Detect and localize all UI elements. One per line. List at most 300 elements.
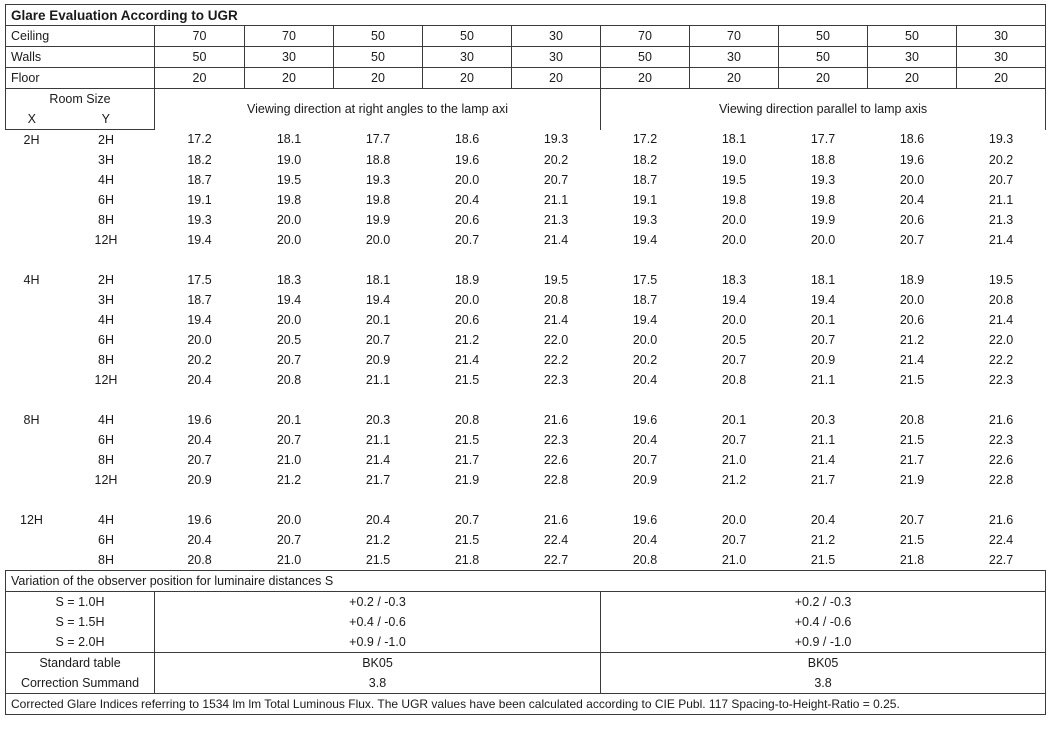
row-y-label: 3H <box>98 152 114 167</box>
ugr-value: 17.7 <box>810 132 836 147</box>
ugr-value: 21.0 <box>721 552 747 567</box>
spacer-cell <box>957 250 1046 270</box>
ugr-value: 22.3 <box>988 372 1014 387</box>
table-row <box>6 130 1046 151</box>
spacer-cell <box>334 390 423 410</box>
direction-header-perpendicular: Viewing direction at right angles to the lamp axi <box>155 89 601 130</box>
row-y-label: 6H <box>98 332 114 347</box>
ugr-value: 18.8 <box>810 152 836 167</box>
ugr-value: 19.6 <box>899 152 925 167</box>
spacer-cell <box>690 490 779 510</box>
ugr-value: 21.5 <box>810 552 836 567</box>
row-y-label: 4H <box>98 312 114 327</box>
ugr-value: 20.4 <box>187 532 212 547</box>
row-y-label: 6H <box>98 532 114 547</box>
page-title: Glare Evaluation According to UGR <box>6 5 1046 26</box>
ugr-value: 21.3 <box>988 212 1014 227</box>
row-label-ceiling: Ceiling <box>6 26 155 47</box>
row-y-label: 6H <box>98 432 114 447</box>
ugr-value: 22.4 <box>988 532 1014 547</box>
ugr-value: 20.7 <box>454 232 480 247</box>
ceiling-value: 70 <box>155 26 245 47</box>
spacer-cell <box>423 490 512 510</box>
group-x-label-empty <box>6 290 58 310</box>
standard-table-value-perpendicular: BK05 <box>155 653 601 674</box>
floor-value: 20 <box>155 68 245 89</box>
ugr-value: 20.7 <box>276 352 302 367</box>
spacer-cell <box>957 490 1046 510</box>
correction-summand-value-perpendicular: 3.8 <box>155 673 601 694</box>
ugr-value: 19.4 <box>721 292 747 307</box>
ugr-value: 20.8 <box>721 372 747 387</box>
spacer-cell <box>155 390 245 410</box>
ugr-value: 20.6 <box>454 212 480 227</box>
ugr-value: 20.7 <box>810 332 836 347</box>
row-y-label: 4H <box>98 172 114 187</box>
walls-value: 30 <box>868 47 957 68</box>
ugr-value: 20.0 <box>454 172 480 187</box>
standard-table-value-parallel: BK05 <box>601 653 1046 674</box>
ugr-value: 21.7 <box>454 452 480 467</box>
group-x-label-empty <box>6 450 58 470</box>
footer-note: Corrected Glare Indices referring to 1534 lm lm Total Luminous Flux. The UGR values have been calculated according to CIE Publ. 117 Spacing-to-Height-Ratio = 0.25. <box>6 694 1046 715</box>
correction-summand-value-parallel: 3.8 <box>601 673 1046 694</box>
spacer-cell <box>868 250 957 270</box>
walls-value: 30 <box>512 47 601 68</box>
ugr-value: 21.5 <box>454 432 480 447</box>
spacer-cell <box>6 250 58 270</box>
ugr-value: 21.2 <box>365 532 391 547</box>
floor-value: 20 <box>423 68 512 89</box>
ugr-value: 21.9 <box>454 472 480 487</box>
group-x-label: 8H <box>23 412 40 427</box>
variation-header-row <box>6 571 1046 592</box>
floor-value: 20 <box>512 68 601 89</box>
ugr-value: 20.7 <box>899 512 925 527</box>
ceiling-value: 50 <box>868 26 957 47</box>
ugr-value: 21.5 <box>454 532 480 547</box>
row-y-label: 6H <box>98 192 114 207</box>
ugr-value: 20.9 <box>810 352 836 367</box>
variation-header: Variation of the observer position for luminaire distances S <box>6 571 1046 592</box>
floor-value: 20 <box>868 68 957 89</box>
table-row <box>6 330 1046 350</box>
group-x-label-empty <box>6 190 58 210</box>
ugr-value: 21.8 <box>899 552 925 567</box>
group-x-label-empty <box>6 150 58 170</box>
spacer-cell <box>779 390 868 410</box>
ugr-value: 18.2 <box>632 152 658 167</box>
ugr-value: 21.6 <box>988 412 1014 427</box>
ugr-value: 21.4 <box>543 312 569 327</box>
direction-header-parallel: Viewing direction parallel to lamp axis <box>601 89 1046 130</box>
ugr-value: 20.0 <box>721 312 747 327</box>
row-y-label: 8H <box>98 552 114 567</box>
ugr-value: 18.3 <box>276 272 302 287</box>
table-row <box>6 430 1046 450</box>
table-row <box>6 550 1046 571</box>
table-row <box>6 530 1046 550</box>
floor-value: 20 <box>957 68 1046 89</box>
ugr-value: 19.6 <box>187 412 212 427</box>
ugr-value: 21.4 <box>810 452 836 467</box>
ugr-value: 22.3 <box>543 372 569 387</box>
variation-row <box>6 592 1046 613</box>
ugr-value: 21.5 <box>899 372 925 387</box>
ugr-value: 18.7 <box>187 292 212 307</box>
ceiling-value: 70 <box>690 26 779 47</box>
group-x-label-empty <box>6 230 58 250</box>
ugr-value: 22.4 <box>543 532 569 547</box>
ugr-value: 22.3 <box>543 432 569 447</box>
group-x-label-empty <box>6 350 58 370</box>
group-x-label-empty <box>6 530 58 550</box>
ugr-value: 21.4 <box>988 232 1014 247</box>
ugr-value: 21.7 <box>365 472 391 487</box>
ugr-value: 22.3 <box>988 432 1014 447</box>
ugr-value: 22.0 <box>543 332 569 347</box>
ugr-value: 20.0 <box>899 292 925 307</box>
row-y-label: 12H <box>94 372 118 387</box>
ugr-value: 21.0 <box>276 452 302 467</box>
row-y-label: 4H <box>98 412 114 427</box>
ugr-value: 19.5 <box>988 272 1014 287</box>
ugr-value: 22.8 <box>988 472 1014 487</box>
group-x-label: 12H <box>20 512 43 527</box>
ugr-value: 17.2 <box>632 132 658 147</box>
ugr-value: 20.1 <box>721 412 747 427</box>
ugr-value: 21.2 <box>276 472 302 487</box>
ugr-value: 20.7 <box>454 512 480 527</box>
ugr-value: 20.4 <box>187 372 212 387</box>
ugr-value: 21.1 <box>365 372 391 387</box>
ugr-value: 20.4 <box>454 192 480 207</box>
ugr-value: 18.7 <box>187 172 212 187</box>
ugr-value: 20.7 <box>721 352 747 367</box>
ugr-value: 19.3 <box>810 172 836 187</box>
table-row <box>6 150 1046 170</box>
ugr-value: 20.7 <box>543 172 569 187</box>
correction-summand-label: Correction Summand <box>6 673 155 694</box>
ugr-value: 17.2 <box>187 132 212 147</box>
ugr-value: 19.5 <box>276 172 302 187</box>
table-row <box>6 210 1046 230</box>
ugr-value: 21.4 <box>899 352 925 367</box>
ugr-value: 21.0 <box>276 552 302 567</box>
ugr-value: 20.8 <box>187 552 212 567</box>
row-y-label: 12H <box>94 232 118 247</box>
ugr-value: 20.4 <box>632 532 658 547</box>
group-x-label-empty <box>6 370 58 390</box>
ugr-value: 21.4 <box>543 232 569 247</box>
spacer-cell <box>779 250 868 270</box>
ugr-value: 18.7 <box>632 292 658 307</box>
ugr-value: 20.0 <box>721 232 747 247</box>
ugr-value: 18.1 <box>365 272 391 287</box>
ugr-value: 20.1 <box>365 312 391 327</box>
spacer-cell <box>512 490 601 510</box>
ugr-value: 18.9 <box>899 272 925 287</box>
ugr-value: 20.0 <box>187 332 212 347</box>
ugr-value: 20.0 <box>365 232 391 247</box>
group-x-label-empty <box>6 430 58 450</box>
ugr-value: 21.2 <box>899 332 925 347</box>
spacer-cell <box>245 390 334 410</box>
ugr-value: 21.5 <box>454 372 480 387</box>
ugr-value: 21.8 <box>454 552 480 567</box>
variation-value-parallel: +0.2 / -0.3 <box>601 592 1046 613</box>
ugr-value: 18.6 <box>899 132 925 147</box>
row-label-floor: Floor <box>6 68 155 89</box>
ugr-value: 22.8 <box>543 472 569 487</box>
spacer-cell <box>58 250 155 270</box>
ugr-value: 19.8 <box>276 192 302 207</box>
spacer-cell <box>423 250 512 270</box>
spacer-cell <box>155 250 245 270</box>
ugr-value: 19.3 <box>988 132 1014 147</box>
floor-value: 20 <box>779 68 868 89</box>
ugr-value: 20.2 <box>632 352 658 367</box>
row-y-label: 2H <box>98 132 114 147</box>
group-x-label-empty <box>6 170 58 190</box>
ugr-value: 21.2 <box>454 332 480 347</box>
ugr-value: 18.9 <box>454 272 480 287</box>
ugr-value: 21.6 <box>988 512 1014 527</box>
spacer-cell <box>779 490 868 510</box>
table-row <box>6 190 1046 210</box>
table-row <box>6 170 1046 190</box>
ugr-value: 21.6 <box>543 512 569 527</box>
ugr-value: 21.2 <box>810 532 836 547</box>
ugr-value: 19.6 <box>454 152 480 167</box>
ugr-value: 21.4 <box>988 312 1014 327</box>
ugr-value: 20.0 <box>276 232 302 247</box>
ugr-value: 20.5 <box>721 332 747 347</box>
ugr-value: 21.5 <box>365 552 391 567</box>
ugr-value: 21.7 <box>810 472 836 487</box>
ugr-value: 20.0 <box>899 172 925 187</box>
ugr-value: 20.7 <box>988 172 1014 187</box>
ugr-value: 20.0 <box>721 212 747 227</box>
ceiling-value: 70 <box>245 26 334 47</box>
ugr-value: 20.0 <box>810 232 836 247</box>
ugr-value: 20.0 <box>276 512 302 527</box>
ugr-value: 19.8 <box>365 192 391 207</box>
ugr-value: 20.2 <box>543 152 569 167</box>
header-room-size-row <box>6 89 1046 110</box>
ceiling-value: 50 <box>779 26 868 47</box>
ugr-table <box>5 4 1046 715</box>
ugr-value: 19.3 <box>632 212 658 227</box>
spacer-cell <box>690 390 779 410</box>
ugr-value: 21.4 <box>365 452 391 467</box>
row-y-label: 8H <box>98 212 114 227</box>
ugr-value: 19.0 <box>721 152 747 167</box>
ugr-value: 20.6 <box>899 212 925 227</box>
ugr-value: 20.0 <box>276 312 302 327</box>
walls-value: 30 <box>690 47 779 68</box>
table-row <box>6 370 1046 390</box>
ugr-value: 21.1 <box>810 372 836 387</box>
ugr-value: 21.6 <box>543 412 569 427</box>
row-y-label: 4H <box>98 512 114 527</box>
group-x-label-empty <box>6 210 58 230</box>
walls-value: 50 <box>155 47 245 68</box>
ugr-value: 19.3 <box>543 132 569 147</box>
group-x-label-empty <box>6 470 58 490</box>
variation-label: S = 1.5H <box>6 612 155 632</box>
row-y-label: 2H <box>98 272 114 287</box>
floor-value: 20 <box>334 68 423 89</box>
ugr-value: 22.2 <box>543 352 569 367</box>
ugr-value: 18.2 <box>187 152 212 167</box>
ugr-value: 18.6 <box>454 132 480 147</box>
ugr-value: 19.3 <box>187 212 212 227</box>
table-row <box>6 290 1046 310</box>
variation-value-perpendicular: +0.2 / -0.3 <box>155 592 601 613</box>
spacer-cell <box>512 250 601 270</box>
ugr-value: 19.5 <box>721 172 747 187</box>
ceiling-value: 30 <box>957 26 1046 47</box>
ugr-value: 18.1 <box>721 132 747 147</box>
spacer-cell <box>334 250 423 270</box>
ugr-value: 20.0 <box>454 292 480 307</box>
ceiling-value: 50 <box>334 26 423 47</box>
ugr-value: 20.6 <box>899 312 925 327</box>
ugr-value: 19.6 <box>632 512 658 527</box>
ugr-value: 22.0 <box>988 332 1014 347</box>
variation-value-parallel: +0.4 / -0.6 <box>601 612 1046 632</box>
ugr-value: 19.4 <box>365 292 391 307</box>
ugr-value: 20.8 <box>454 412 480 427</box>
spacer-cell <box>245 490 334 510</box>
ceiling-value: 50 <box>423 26 512 47</box>
reflectance-row-floor <box>6 68 1046 89</box>
ugr-value: 19.9 <box>365 212 391 227</box>
walls-value: 50 <box>601 47 690 68</box>
group-x-label-empty <box>6 330 58 350</box>
ugr-value: 19.4 <box>276 292 302 307</box>
spacer-cell <box>6 490 58 510</box>
ugr-value: 21.5 <box>899 432 925 447</box>
floor-value: 20 <box>245 68 334 89</box>
table-row <box>6 270 1046 290</box>
spacer-cell <box>601 250 690 270</box>
ugr-value: 20.7 <box>632 452 658 467</box>
ugr-value: 20.4 <box>899 192 925 207</box>
ugr-value: 20.4 <box>365 512 391 527</box>
spacer-cell <box>601 490 690 510</box>
variation-label: S = 2.0H <box>6 632 155 653</box>
standard-table-label: Standard table <box>6 653 155 674</box>
floor-value: 20 <box>601 68 690 89</box>
ugr-value: 20.3 <box>810 412 836 427</box>
ugr-value: 20.0 <box>276 212 302 227</box>
walls-value: 30 <box>423 47 512 68</box>
ugr-value: 18.3 <box>721 272 747 287</box>
row-y-label: 3H <box>98 292 114 307</box>
ugr-value: 20.8 <box>988 292 1014 307</box>
spacer-cell <box>868 390 957 410</box>
ugr-value: 18.7 <box>632 172 658 187</box>
ugr-value: 21.9 <box>899 472 925 487</box>
ugr-value: 20.7 <box>365 332 391 347</box>
ugr-value: 21.0 <box>721 452 747 467</box>
ugr-value: 20.4 <box>632 372 658 387</box>
ugr-value: 20.6 <box>454 312 480 327</box>
ugr-value: 20.8 <box>899 412 925 427</box>
walls-value: 50 <box>334 47 423 68</box>
ugr-value: 17.5 <box>632 272 658 287</box>
ugr-value: 18.1 <box>810 272 836 287</box>
ugr-value: 22.7 <box>988 552 1014 567</box>
group-x-label: 2H <box>23 132 40 147</box>
variation-row <box>6 612 1046 632</box>
ugr-value: 19.1 <box>187 192 212 207</box>
ugr-value: 17.5 <box>187 272 212 287</box>
variation-row <box>6 632 1046 653</box>
ugr-value: 20.7 <box>187 452 212 467</box>
spacer-cell <box>601 390 690 410</box>
correction-summand-row <box>6 673 1046 694</box>
ugr-value: 20.9 <box>365 352 391 367</box>
ugr-value: 20.0 <box>721 512 747 527</box>
table-row <box>6 350 1046 370</box>
ugr-value: 19.5 <box>543 272 569 287</box>
spacer-cell <box>58 490 155 510</box>
ugr-value: 20.8 <box>276 372 302 387</box>
group-x-label-empty <box>6 550 58 571</box>
ugr-value: 20.3 <box>365 412 391 427</box>
group-spacer <box>6 390 1046 410</box>
group-x-label: 4H <box>23 272 40 287</box>
row-y-label: 8H <box>98 352 114 367</box>
table-row <box>6 450 1046 470</box>
spacer-cell <box>245 250 334 270</box>
ugr-value: 20.1 <box>276 412 302 427</box>
ugr-value: 22.6 <box>543 452 569 467</box>
spacer-cell <box>334 490 423 510</box>
ugr-value: 19.9 <box>810 212 836 227</box>
ugr-value: 18.1 <box>276 132 302 147</box>
ceiling-value: 30 <box>512 26 601 47</box>
ugr-value: 21.1 <box>543 192 569 207</box>
spacer-cell <box>423 390 512 410</box>
ugr-value: 20.7 <box>721 432 747 447</box>
group-spacer <box>6 250 1046 270</box>
table-row <box>6 410 1046 430</box>
table-row <box>6 310 1046 330</box>
ugr-value: 19.0 <box>276 152 302 167</box>
ugr-value: 19.8 <box>721 192 747 207</box>
spacer-cell <box>690 250 779 270</box>
ugr-value: 19.6 <box>632 412 658 427</box>
row-y-label: 12H <box>94 472 118 487</box>
ugr-value: 21.7 <box>899 452 925 467</box>
ugr-value: 20.9 <box>632 472 658 487</box>
footer-row <box>6 694 1046 715</box>
ugr-value: 19.4 <box>632 232 658 247</box>
spacer-cell <box>957 390 1046 410</box>
ugr-value: 20.8 <box>632 552 658 567</box>
ugr-value: 21.1 <box>365 432 391 447</box>
ugr-value: 20.4 <box>810 512 836 527</box>
ugr-value: 20.2 <box>988 152 1014 167</box>
ugr-value: 20.1 <box>810 312 836 327</box>
ugr-value: 21.2 <box>721 472 747 487</box>
ugr-value: 20.7 <box>721 532 747 547</box>
ugr-value: 19.4 <box>187 232 212 247</box>
